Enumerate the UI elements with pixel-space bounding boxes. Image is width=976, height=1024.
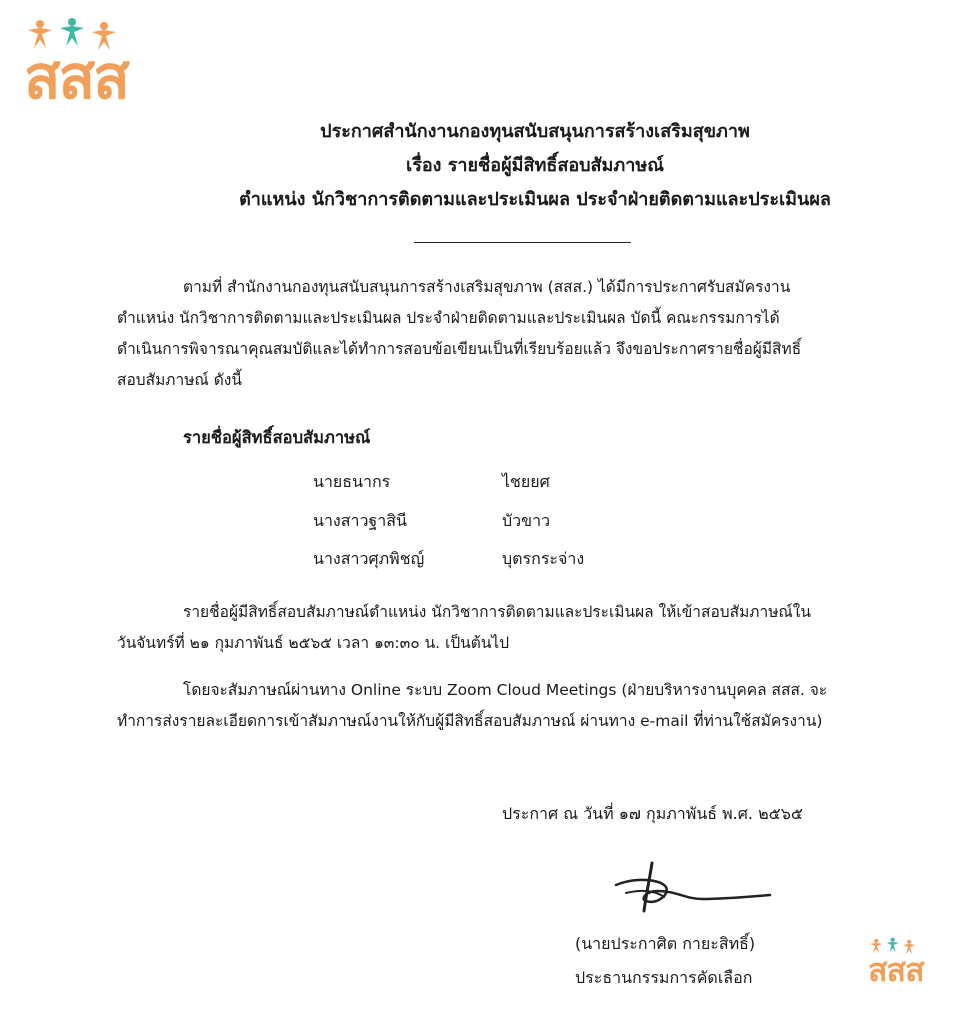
- candidate-last-name: ไชยยศ: [502, 472, 550, 491]
- document-header: [100, 115, 970, 217]
- intro-paragraph: [117, 272, 923, 396]
- paragraph-line: โดยจะสัมภาษณ์ผ่านทาง Online ระบบ Zoom Cloud Meetings (ฝ่ายบริหารงานบุคคล สสส. จะ: [183, 681, 828, 699]
- paragraph-line: ทำการส่งรายละเอียดการเข้าสัมภาษณ์งานให้กับผู้มีสิทธิ์สอบสัมภาษณ์ ผ่านทาง e-mail ที่ท่านใช้สมัครงาน): [117, 712, 823, 730]
- header-line-1: ประกาศสำนักงานกองทุนสนับสนุนการสร้างเสริมสุขภาพ: [320, 121, 750, 142]
- candidate-first-name: นางสาวฐาสินี: [313, 511, 407, 530]
- paragraph-line: ตำแหน่ง นักวิชาการติดตามและประเมินผล ประจำฝ่ายติดตามและประเมินผล บัดนี้ คณะกรรมการได้: [117, 309, 780, 327]
- candidate-first-name: นายธนากร: [313, 472, 391, 491]
- announcement-date: ประกาศ ณ วันที่ ๑๗ กุมภาพันธ์ พ.ศ. ๒๕๖๕: [502, 804, 803, 823]
- signature-icon: [606, 855, 776, 925]
- logo-text: สสส: [24, 43, 128, 113]
- paragraph-line: สอบสัมภาษณ์ ดังนี้: [117, 371, 242, 389]
- logo-text: สสส: [868, 951, 924, 989]
- thaihealth-logo: [24, 16, 164, 113]
- thaihealth-logo-small: [868, 936, 940, 989]
- paragraph-line: ตามที่ สำนักงานกองทุนสนับสนุนการสร้างเสริมสุขภาพ (สสส.) ได้มีการประกาศรับสมัครงาน: [183, 278, 791, 296]
- signer-name: (นายประกาศิต กายะสิทธิ์): [575, 934, 756, 953]
- candidate-list-title: รายชื่อผู้สิทธิ์สอบสัมภาษณ์: [183, 428, 371, 447]
- candidate-first-name: นางสาวศุภพิชญ์: [313, 549, 425, 568]
- interview-schedule-paragraph: [117, 597, 923, 659]
- paragraph-line: ดำเนินการพิจารณาคุณสมบัติและได้ทำการสอบข้อเขียนเป็นที่เรียบร้อยแล้ว จึงขอประกาศรายชื่อผู้มีสิทธิ์: [117, 340, 802, 358]
- candidate-last-name: บุตรกระจ่าง: [502, 549, 585, 568]
- interview-method-paragraph: [117, 675, 923, 737]
- paragraph-line: วันจันทร์ที่ ๒๑ กุมภาพันธ์ ๒๕๖๕ เวลา ๑๓:๓๐ น. เป็นต้นไป: [117, 634, 510, 652]
- signer-title: ประธานกรรมการคัดเลือก: [575, 968, 753, 987]
- candidate-last-name: บัวขาว: [502, 511, 551, 530]
- header-divider: [414, 242, 631, 243]
- header-line-2: เรื่อง รายชื่อผู้มีสิทธิ์สอบสัมภาษณ์: [406, 155, 664, 176]
- paragraph-line: รายชื่อผู้มีสิทธิ์สอบสัมภาษณ์ตำแหน่ง นักวิชาการติดตามและประเมินผล ให้เข้าสอบสัมภาษณ์ใน: [183, 603, 811, 621]
- header-line-3: ตำแหน่ง นักวิชาการติดตามและประเมินผล ประจำฝ่ายติดตามและประเมินผล: [239, 189, 831, 210]
